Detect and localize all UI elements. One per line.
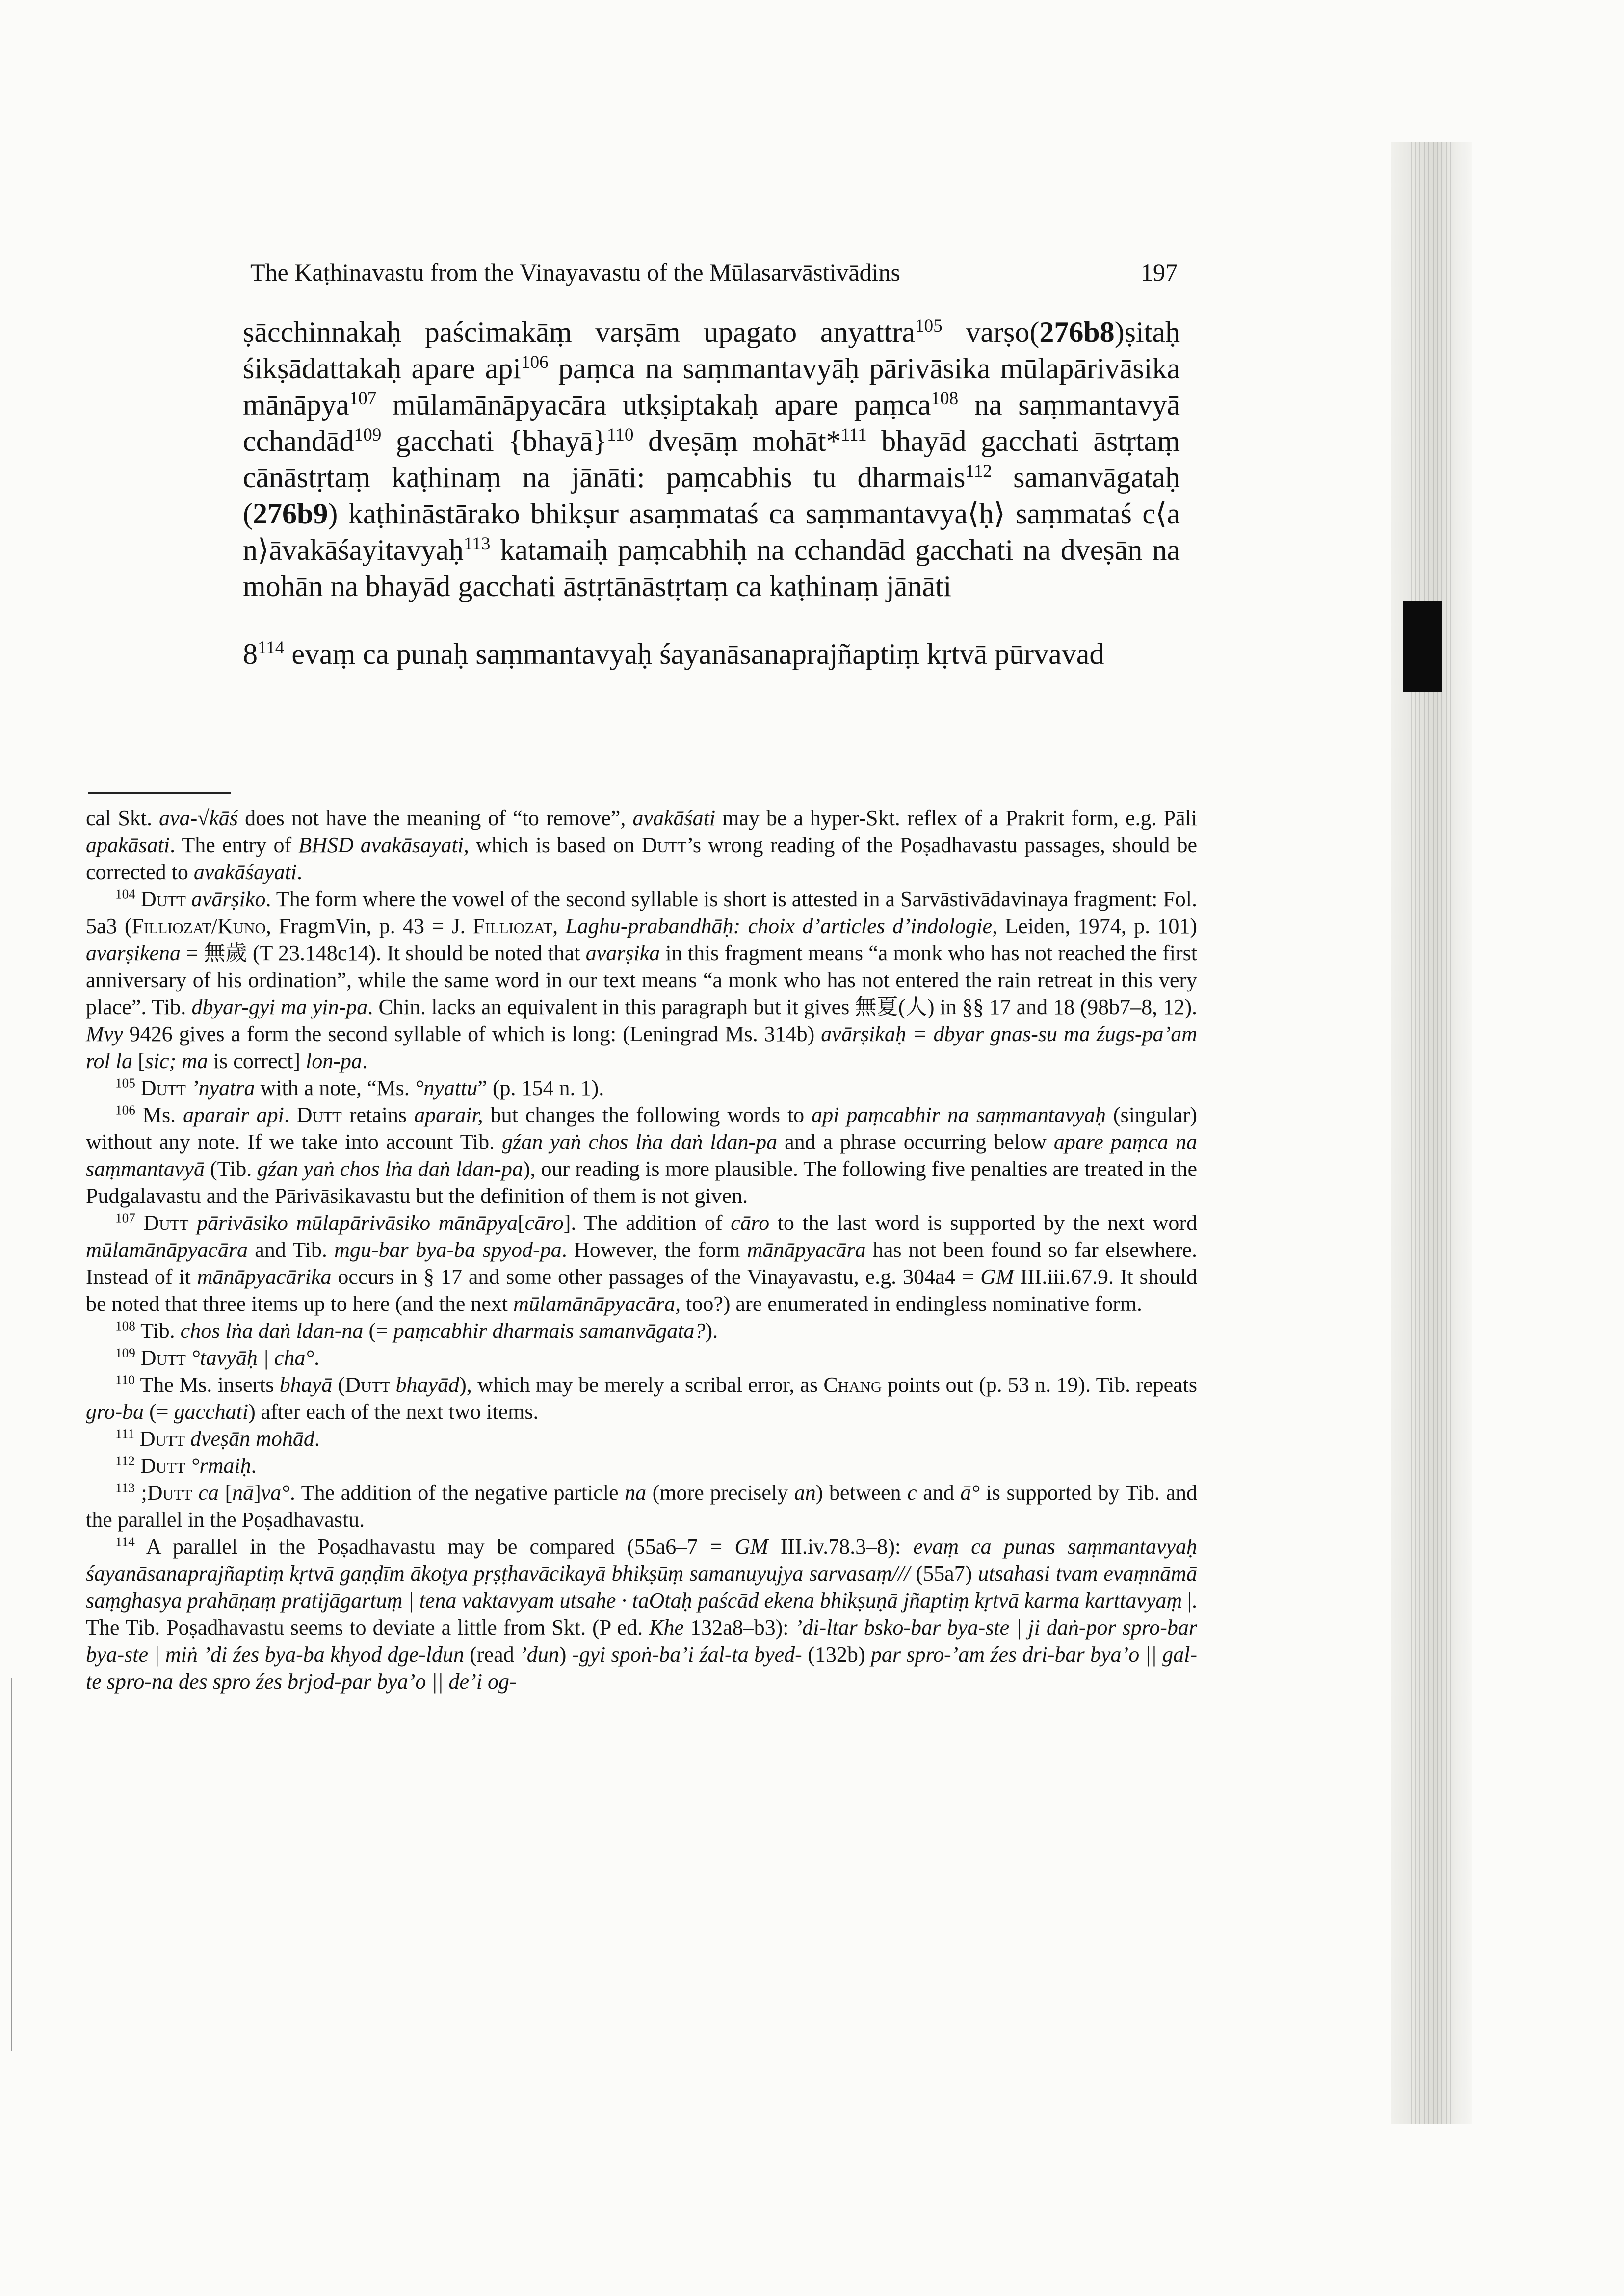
- footnote-ref: 106: [521, 352, 549, 372]
- scan-edge-line: [11, 1678, 12, 2051]
- scan-margin-strip: [1391, 142, 1472, 2124]
- footnote-ref: 112: [965, 461, 992, 481]
- footnote-109: $^{109}$ Dutt °tavyāḥ | cha°.: [115, 1345, 320, 1370]
- footnote-105: $^{105}$ Dutt ’nyatra with a note, “Ms. °nyattu” (p. 154 n. 1).: [115, 1075, 604, 1100]
- footnote-112: $^{112}$ Dutt °rmaiḥ.: [115, 1453, 257, 1478]
- running-title: The Kaṭhinavastu from the Vinayavastu of the Mūlasarvāstivādins: [250, 259, 900, 286]
- footnote-number: 108: [115, 1318, 135, 1333]
- footnote-ref: 105: [915, 316, 943, 336]
- folio-ref: 276b8: [1039, 316, 1115, 348]
- footnote-114: $^{114}$ A parallel in the Poṣadhavastu may be compared (55a6–7 = GM III.iv.78.3–8): evaṃ ca punas saṃmantavyaḥ śayanāsanaprajñaptiṃ kṛtvā gaṇḍīm ākoṭya pṛṣṭhavācikayā bhikṣūṃ samanuyujya sarvasaṃ/// (55a7) utsahasi tvam evaṃnāmā saṃghasya prahāṇaṃ pratijāgartuṃ | tena vaktavyam utsahe · taOtaḥ paścād ekena bhikṣuṇā jñaptiṃ kṛtvā karma karttavyaṃ |. The Tib. Poṣadhavastu seems to deviate a little from Skt. (P ed. Khe 132a8–b3): ’di-ltar bsko-bar bya-ste | ji daṅ-por spro-bar bya-ste | miṅ ’di źes bya-ba khyod dge-ldun (read ’dun) -gyi spoṅ-ba’i źal-ta byed- (132b) par spro-’am źes dri-bar bya’o || gal-te spro-na des spro źes brjod-par bya’o || de’i og-: [86, 1534, 1198, 1694]
- footnote-ref: 114: [258, 638, 285, 658]
- section-number: 8: [243, 638, 258, 670]
- footnote-number: 114: [115, 1534, 135, 1549]
- footnote-111: $^{111}$ Dutt dveṣān mohād.: [115, 1426, 320, 1451]
- scan-margin-lines: [1411, 142, 1455, 2124]
- footnote-110: $^{110}$ The Ms. inserts bhayā (Dutt bhayād), which may be merely a scribal error, as Chang points out (p. 53 n. 19). Tib. repeats gro-ba (= gacchati) after each of the next two items.: [86, 1372, 1197, 1424]
- footnote-rule: [88, 792, 231, 794]
- footnote-number: 113: [115, 1480, 135, 1495]
- footnote-104: $^{104}$ Dutt avārṣiko. The form where the vowel of the second syllable is short is attested in a Sarvāstivādavinaya fragment: Fol. 5a3 (Filliozat/Kuno, FragmVin, p. 43 = J. Filliozat, Laghu-prabandhāḥ: choix d’articles d’indologie, Leiden, 1974, p. 101) avarṣikena = 無歲 (T 23.148c14). It should be noted that avarṣika in this fragment means “a monk who has not reached the first anniversary of his ordination”, while the same word in our text means “a monk who has not entered the rain retreat in this very place”. Tib. dbyar-gyi ma yin-pa. Chin. lacks an equivalent in this paragraph but it gives 無夏(人) in §§ 17 and 18 (98b7–8, 12). Mvy 9426 gives a form the second syllable of which is long: (Leningrad Ms. 314b) avārṣikaḥ = dbyar gnas-su ma źugs-pa’am rol la [sic; ma is correct] lon-pa.: [86, 887, 1198, 1073]
- footnote-number: 105: [115, 1075, 135, 1091]
- main-text: [243, 314, 1180, 672]
- footnote-number: 109: [115, 1345, 135, 1360]
- section-8-paragraph: $8^{114}$ evaṃ ca punaḥ saṃmantavyaḥ śayanāsanaprajñaptiṃ kṛtvā pūrvavad: [243, 638, 1104, 670]
- footnote-ref: 108: [931, 389, 959, 409]
- footnote-ref: 109: [354, 425, 382, 445]
- footnote-ref: 110: [607, 425, 634, 445]
- footnote-number: 106: [115, 1102, 135, 1118]
- footnote-113: $^{113}$ ;Dutt ca [nā]va°. The addition of the negative particle na (more precisely an) between c and ā° is supported by Tib. and the parallel in the Poṣadhavastu.: [86, 1480, 1197, 1532]
- main-paragraph: ṣācchinnakaḥ paścimakāṃ varṣām upagato anyattra$^{105}$ varṣo(276b8)ṣitaḥ śikṣādattakaḥ apare api$^{106}$ paṃca na saṃmantavyāḥ pārivāsika mūlapārivāsika mānāpya$^{107}$ mūlamānāpyacāra utkṣiptakaḥ apare paṃca$^{108}$ na saṃmantavyā cchandād$^{109}$ gacchati {bhayā}$^{110}$ dveṣāṃ mohāt*$^{111}$ bhayād gacchati āstṛtaṃ cānāstṛtaṃ kaṭhinaṃ na jānāti: paṃcabhis tu dharmais$^{112}$ samanvāgataḥ (276b9) kaṭhināstārako bhikṣur asaṃmataś ca saṃmantavya⟨ḥ⟩ saṃmataś c⟨a n⟩āvakāśayitavyaḥ$^{113}$ katamaiḥ paṃcabhiḥ na cchandād gacchati na dveṣān na mohān na bhayād gacchati āstṛtānāstṛtaṃ ca kaṭhinaṃ jānāti: [243, 316, 1180, 602]
- folio-ref: 276b9: [252, 497, 328, 530]
- footnote-number: 112: [115, 1453, 135, 1468]
- footnote-continuation: cal Skt. ava-√kāś does not have the meaning of “to remove”, avakāśati may be a hyper-Skt. reflex of a Prakrit form, e.g. Pāli apakāsati. The entry of BHSD avakāsayati, which is based on Dutt’s wrong reading of the Poṣadhavastu passages, should be corrected to avakāśayati.: [86, 806, 1197, 884]
- footnote-ref: 111: [840, 425, 867, 445]
- footnote-number: 110: [115, 1372, 135, 1387]
- footnote-107: $^{107}$ Dutt pārivāsiko mūlapārivāsiko mānāpya[cāro]. The addition of cāro to the last word is supported by the next word mūlamānāpyacāra and Tib. mgu-bar bya-ba spyod-pa. However, the form mānāpyacāra has not been found so far elsewhere. Instead of it mānāpyacārika occurs in § 17 and some other passages of the Vinayavastu, e.g. 304a4 = GM III.iii.67.9. It should be noted that three items up to here (and the next mūlamānāpyacāra, too?) are enumerated in endingless nominative form.: [86, 1210, 1198, 1316]
- footnote-ref: 107: [349, 389, 377, 409]
- footnote-108: $^{108}$ Tib. chos lṅa daṅ ldan-na (= paṃcabhir dharmais samanvāgata?).: [115, 1318, 718, 1343]
- footnote-ref: 113: [463, 534, 491, 554]
- thumb-index-tab: [1403, 601, 1442, 692]
- footnote-106: $^{106}$ Ms. aparair api. Dutt retains aparair, but changes the following words to api paṃcabhir na saṃmantavyaḥ (singular) without any note. If we take into account Tib. gźan yaṅ chos lṅa daṅ ldan-pa and a phrase occurring below apare paṃca na saṃmantavyā (Tib. gźan yaṅ chos lṅa daṅ ldan-pa), our reading is more plausible. The following five penalties are treated in the Pudgalavastu and the Pārivāsikavastu but the definition of them is not given.: [86, 1102, 1198, 1208]
- page-number: 197: [1141, 259, 1178, 286]
- footnote-number: 104: [115, 887, 135, 902]
- footnote-number: 107: [115, 1210, 135, 1226]
- footnotes: [86, 805, 1197, 1695]
- footnote-number: 111: [115, 1426, 134, 1441]
